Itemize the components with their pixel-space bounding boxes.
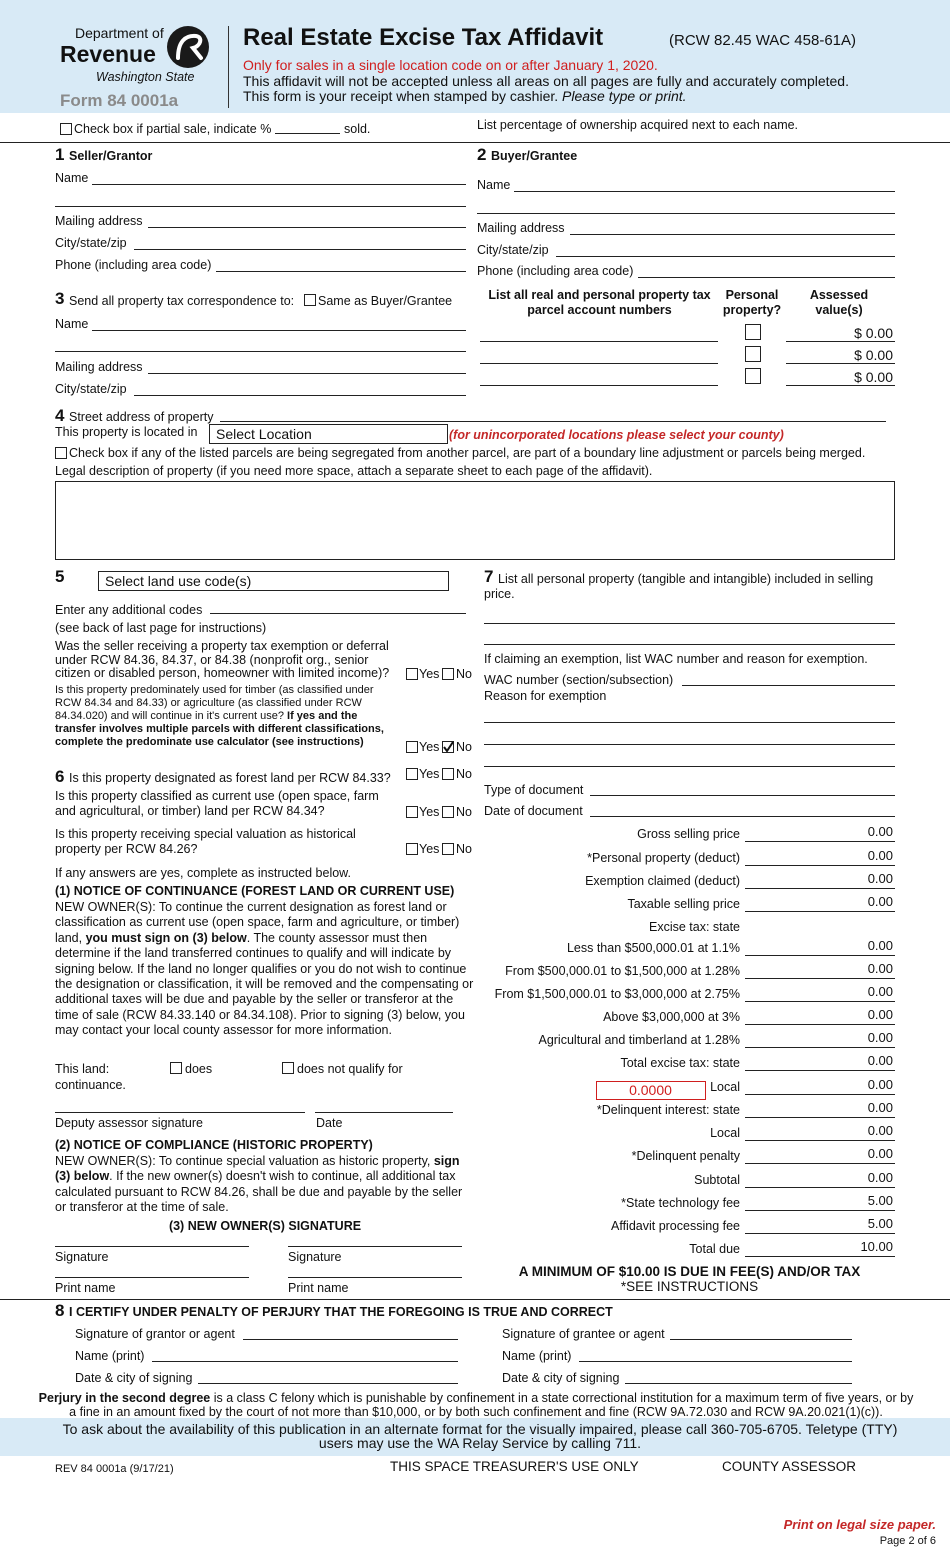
correspondence-city-input[interactable] (134, 395, 466, 396)
deputy-date-input[interactable] (315, 1112, 453, 1113)
wac-label: WAC number (section/subsection) (484, 673, 674, 687)
notice-red: Only for sales in a single location code on or after January 1, 2020. (243, 57, 658, 73)
grantee-name-input[interactable] (579, 1361, 852, 1362)
minimum-due-note: A MINIMUM OF $10.00 IS DUE IN FEE(S) AND/OR TAX (518, 1264, 861, 1279)
wac-input[interactable] (682, 685, 895, 686)
tax-row-input[interactable] (745, 1233, 895, 1234)
dor-logo-icon (165, 24, 211, 75)
assessed-input-2[interactable] (786, 363, 895, 364)
forest-yes-label: Yes (419, 767, 440, 781)
tax-row-value: 5.00 (867, 1193, 893, 1208)
parcel-input-3[interactable] (480, 385, 718, 386)
seller-phone-input[interactable] (216, 271, 466, 272)
buyer-phone-label: Phone (including area code) (477, 264, 634, 278)
timber-no-checkbox[interactable] (442, 741, 454, 753)
section-4-number: 4 (55, 406, 65, 425)
deputy-signature-input[interactable] (55, 1112, 305, 1113)
partial-percent-input[interactable] (275, 118, 340, 134)
exemption-no-label: No (456, 667, 472, 681)
current-use-no-label: No (456, 805, 472, 819)
exemption-note: If claiming an exemption, list WAC number and reason for exemption. (484, 652, 868, 666)
tax-row-label: From $1,500,000.01 to $3,000,000 at 2.75% (494, 987, 740, 1001)
correspondence-city-label: City/state/zip (55, 382, 127, 396)
additional-codes-input[interactable] (210, 613, 466, 614)
form-number: Form 84 0001a (60, 91, 179, 110)
assessed-value-3: $ 0.00 (854, 369, 893, 385)
location-select[interactable]: Select Location (209, 424, 448, 444)
print-name-label-1: Print name (55, 1281, 116, 1295)
tax-row-value: 0.00 (867, 1077, 893, 1092)
forest-yes-checkbox[interactable] (406, 768, 418, 780)
ownership-note: List percentage of ownership acquired next to each name. (477, 118, 799, 132)
notice-continuance-title: (1) NOTICE OF CONTINUANCE (FOREST LAND OR CURRENT USE) (55, 884, 455, 898)
tax-row-value: 0.00 (867, 848, 893, 863)
partial-sale-label: Check box if partial sale, indicate % (74, 122, 272, 136)
dept-line3: Washington State (96, 70, 195, 84)
tax-row-value: 0.00 (867, 938, 893, 953)
print-name-label-2: Print name (288, 1281, 349, 1295)
tax-row-input[interactable] (745, 865, 895, 866)
grantor-date-label: Date & city of signing (75, 1371, 193, 1385)
dept-line2: Revenue (60, 41, 156, 67)
legal-description-input[interactable] (55, 481, 895, 560)
tax-row-input[interactable] (745, 1070, 895, 1071)
section-2-number: 2 (477, 145, 487, 164)
forest-question: Is this property designated as forest land per RCW 84.33? (69, 771, 391, 785)
tax-row-value: 0.00 (867, 984, 893, 999)
reason-label: Reason for exemption (484, 689, 607, 703)
header-divider (228, 26, 229, 108)
date-document-input[interactable] (590, 816, 895, 817)
tax-row-value: 0.00 (867, 1146, 893, 1161)
seller-city-label: City/state/zip (55, 236, 127, 250)
type-document-label: Type of document (484, 783, 584, 797)
tax-row-label: Excise tax: state (648, 920, 740, 934)
assessed-value-1: $ 0.00 (854, 325, 893, 341)
tax-row-value: 0.00 (867, 1170, 893, 1185)
buyer-phone-input[interactable] (638, 277, 895, 278)
grantee-date-label: Date & city of signing (502, 1371, 620, 1385)
exemption-yes-label: Yes (419, 667, 440, 681)
notice-compliance-text: NEW OWNER(S): To continue special valuation as historic property, sign (3) below. If the new owner(s) doesn't wish to continue, all additional tax calculated pursuant to RCW 84.26, shall be due and payable by the seller or transferor at the time of sale. (55, 1154, 463, 1215)
tax-row-label: Taxable selling price (627, 897, 740, 911)
dept-line1: Department of (75, 25, 164, 41)
personal-property-checkbox-2[interactable] (745, 346, 761, 362)
section-3-number: 3 (55, 289, 65, 308)
alt-format-note: To ask about the availability of this publication in an alternate format for the visually impaired, please call 360-705-6705. Teletype (TTY) users may use the WA Relay Service by calling 711. (62, 1421, 898, 1451)
correspondence-name-label: Name (55, 317, 89, 331)
tax-row-label: Less than $500,000.01 at 1.1% (566, 941, 740, 955)
tax-row-label: *State technology fee (621, 1196, 740, 1210)
seller-phone-label: Phone (including area code) (55, 258, 212, 272)
type-document-input[interactable] (590, 795, 895, 796)
timber-yes-checkbox[interactable] (406, 741, 418, 753)
tax-row-input[interactable] (745, 1001, 895, 1002)
see-back-note: (see back of last page for instructions) (55, 621, 267, 635)
located-in-label: This property is located in (55, 425, 198, 439)
new-owner-signature-title: (3) NEW OWNER(S) SIGNATURE (168, 1219, 362, 1233)
tax-row-input[interactable] (745, 1163, 895, 1164)
tax-row-value: 0.00 (867, 824, 893, 839)
personal-property-col-header: Personal property? (722, 288, 782, 317)
tax-row-label: Total due (689, 1242, 740, 1256)
tax-row-input[interactable] (745, 841, 895, 842)
grantee-date-input[interactable] (625, 1383, 852, 1384)
parcel-input-1[interactable] (480, 341, 718, 342)
grantor-signature-label: Signature of grantor or agent (75, 1327, 235, 1341)
tax-row-value: 0.00 (867, 1053, 893, 1068)
current-use-yes-label: Yes (419, 805, 440, 819)
partial-sold-label: sold. (344, 122, 371, 136)
current-use-question: Is this property classified as current use (open space, farm and agricultural, or timber) land per RCW 84.34? (55, 789, 379, 818)
new-owner-signature-input-1[interactable] (55, 1246, 249, 1247)
section-1-title: Seller/Grantor (69, 149, 153, 163)
historic-no-checkbox[interactable] (442, 843, 454, 855)
parcel-input-2[interactable] (480, 363, 718, 364)
tax-row-input[interactable] (745, 1047, 895, 1048)
tax-row-label: *Delinquent interest: state (596, 1103, 740, 1117)
land-use-select[interactable]: Select land use code(s) (98, 571, 449, 591)
tax-row-value: 5.00 (867, 1216, 893, 1231)
tax-row-input[interactable] (745, 888, 895, 889)
reason-input-3[interactable] (484, 766, 895, 767)
personal-property-checkbox-3[interactable] (745, 368, 761, 384)
seller-city-input[interactable] (134, 249, 466, 250)
current-use-no-checkbox[interactable] (442, 806, 454, 818)
tax-row-value: 0.00 (867, 1030, 893, 1045)
section-7-number: 7 (484, 567, 494, 586)
seller-name-input[interactable] (92, 184, 466, 185)
exemption-yes-checkbox[interactable] (406, 668, 418, 680)
seller-mailing-label: Mailing address (55, 214, 143, 228)
tax-row-label: Agricultural and timberland at 1.28% (538, 1033, 740, 1047)
new-owner-signature-input-2[interactable] (288, 1246, 462, 1247)
does-not-qualify-checkbox[interactable] (282, 1062, 294, 1074)
page-title: Real Estate Excise Tax Affidavit (243, 24, 604, 51)
tax-row-input[interactable] (745, 1256, 895, 1257)
deputy-signature-label: Deputy assessor signature (55, 1116, 203, 1130)
grantee-signature-input[interactable] (670, 1339, 852, 1340)
does-qualify-label: does (185, 1062, 213, 1076)
print-name-input-1[interactable] (55, 1277, 249, 1278)
grantor-date-input[interactable] (198, 1383, 458, 1384)
seller-name-input-2[interactable] (55, 206, 466, 207)
reason-input-2[interactable] (484, 744, 895, 745)
tax-row-label: From $500,000.01 to $1,500,000 at 1.28% (505, 964, 740, 978)
tax-row-input[interactable] (745, 1210, 895, 1211)
tax-row-label: Exemption claimed (deduct) (585, 874, 740, 888)
section-6-number: 6 (55, 767, 65, 786)
correspondence-name-input[interactable] (92, 330, 466, 331)
section-3-title: Send all property tax correspondence to: (69, 294, 295, 308)
tax-row-input[interactable] (745, 1094, 895, 1095)
signature-label-1: Signature (55, 1250, 109, 1264)
tax-row-label: Affidavit processing fee (610, 1219, 740, 1233)
parcel-col-header: List all real and personal property tax parcel account numbers (488, 288, 711, 317)
if-yes-note: If any answers are yes, complete as instructed below. (55, 866, 351, 880)
historic-no-label: No (456, 842, 472, 856)
buyer-city-label: City/state/zip (477, 243, 549, 257)
notice-line1: This affidavit will not be accepted unless all areas on all pages are fully and accurately completed. (243, 73, 849, 89)
assessed-value-2: $ 0.00 (854, 347, 893, 363)
tax-row-label: Subtotal (694, 1173, 740, 1187)
tax-row-value: 0.00 (867, 1100, 893, 1115)
historic-yes-checkbox[interactable] (406, 843, 418, 855)
same-as-buyer-label: Same as Buyer/Grantee (318, 294, 453, 308)
tax-row-value: 0.00 (867, 961, 893, 976)
print-name-input-2[interactable] (288, 1277, 462, 1278)
segregated-checkbox[interactable] (55, 447, 67, 459)
does-qualify-checkbox[interactable] (170, 1062, 182, 1074)
reason-input-1[interactable] (484, 722, 895, 723)
certify-title: I CERTIFY UNDER PENALTY OF PERJURY THAT THE FOREGOING IS TRUE AND CORRECT (69, 1305, 613, 1319)
legal-description-label: Legal description of property (if you need more space, attach a separate sheet to each page of the affidavit). (55, 464, 653, 478)
check-mark-icon (443, 742, 453, 752)
section-5-number: 5 (55, 567, 65, 586)
seller-mailing-input[interactable] (148, 227, 466, 228)
personal-property-title: List all personal property (tangible and intangible) included in selling price. (484, 572, 874, 601)
local-rate-value: 0.0000 (629, 1082, 672, 1098)
see-instructions-note: *SEE INSTRUCTIONS (620, 1279, 759, 1294)
section-8-divider (0, 1299, 950, 1300)
grantor-name-label: Name (print) (75, 1349, 145, 1363)
historic-yes-label: Yes (419, 842, 440, 856)
tax-row-input[interactable] (745, 911, 895, 912)
correspondence-mailing-label: Mailing address (55, 360, 143, 374)
tax-row-value: 0.00 (867, 871, 893, 886)
partial-sale-checkbox[interactable] (60, 123, 72, 135)
notice-compliance-title: (2) NOTICE OF COMPLIANCE (HISTORIC PROPERTY) (55, 1138, 373, 1152)
date-document-label: Date of document (484, 804, 583, 818)
buyer-name-input-2[interactable] (477, 213, 895, 214)
does-not-qualify-label: does not qualify for (297, 1062, 403, 1076)
personal-property-checkbox-1[interactable] (745, 324, 761, 340)
tax-row-input[interactable] (745, 978, 895, 979)
legal-paper-note: Print on legal size paper. (783, 1517, 936, 1532)
tax-row-input[interactable] (745, 1140, 895, 1141)
buyer-mailing-input[interactable] (570, 234, 895, 235)
same-as-buyer-checkbox[interactable] (304, 294, 316, 306)
street-address-label: Street address of property (69, 410, 214, 424)
timber-yes-label: Yes (419, 740, 440, 754)
perjury-note: Perjury in the second degree is a class C felony which is punishable by confinement in a state correctional institution for a maximum term of five years, or by a fine in an amount fixed by the court of not more than $10,000, or by both such confinement and fine (RCW 9A.72.030 and RCW 9A.20.021(1)(c)). (38, 1391, 914, 1419)
personal-property-input-2[interactable] (484, 644, 895, 645)
signature-label-2: Signature (288, 1250, 342, 1264)
treasurer-use-label: THIS SPACE TREASURER'S USE ONLY (390, 1459, 639, 1474)
continuance-label: continuance. (55, 1078, 126, 1092)
tax-row-label: *Personal property (deduct) (587, 851, 740, 865)
exemption-question: Was the seller receiving a property tax exemption or deferral under RCW 84.36, 84.37, or 84.38 (nonprofit org., senior citizen or disabled person, homeowner with limited income)? (55, 639, 390, 680)
rev-number: REV 84 0001a (9/17/21) (55, 1463, 174, 1475)
current-use-yes-checkbox[interactable] (406, 806, 418, 818)
exemption-no-checkbox[interactable] (442, 668, 454, 680)
correspondence-mailing-input[interactable] (148, 373, 466, 374)
segregated-label: Check box if any of the listed parcels are being segregated from another parcel, are part of a boundary line adjustment or parcels being merged. (69, 446, 866, 460)
buyer-city-input[interactable] (556, 256, 895, 257)
county-assessor-label: COUNTY ASSESSOR (722, 1459, 857, 1474)
timber-question: Is this property predominately used for timber (as classified under RCW 84.34 and 84.33) or agriculture (as classified under RCW 84.34.020) and will continue in it's current use? If yes and the transfer involves multiple parcels with different classifications, complete the predominate use calculator (see instructions) (55, 684, 384, 748)
section-divider (0, 142, 950, 143)
tax-row-input[interactable] (745, 1187, 895, 1188)
section-8-number: 8 (55, 1301, 65, 1320)
personal-property-input-1[interactable] (484, 623, 895, 624)
forest-no-checkbox[interactable] (442, 768, 454, 780)
street-address-input[interactable] (220, 421, 886, 422)
assessed-input-1[interactable] (786, 341, 895, 342)
seller-name-label: Name (55, 171, 89, 185)
grantee-name-label: Name (print) (502, 1349, 572, 1363)
correspondence-name-input-2[interactable] (55, 351, 466, 352)
section-1-number: 1 (55, 145, 65, 164)
page-number: Page 2 of 6 (879, 1535, 936, 1547)
notice-line2: This form is your receipt when stamped by cashier. Please type or print. (243, 88, 687, 104)
tax-row-label: Gross selling price (637, 827, 740, 841)
buyer-name-input[interactable] (514, 191, 895, 192)
tax-row-label: Local (710, 1080, 740, 1094)
tax-row-label: Total excise tax: state (620, 1056, 740, 1070)
tax-row-value: 0.00 (867, 894, 893, 909)
tax-row-label: Above $3,000,000 at 3% (603, 1010, 740, 1024)
tax-row-label: *Delinquent penalty (631, 1149, 740, 1163)
tax-row-value: 10.00 (860, 1239, 893, 1254)
timber-no-label: No (456, 740, 472, 754)
deputy-date-label: Date (316, 1116, 343, 1130)
notice-continuance-text: NEW OWNER(S): To continue the current designation as forest land or classification as current use (open space, farm and agriculture, or timber) land, you must sign on (3) below. The county assessor must then determine if the land transferred continues to qualify and will indicate by signing below. If the land no longer qualifies or you do not wish to continue the designation or classification, it will be removed and the compensating or additional taxes will be due and payable by the seller or transferor at the time of sale (RCW 84.33.140 or 84.34.108). Prior to signing (3) below, you may contact your local county assessor for more information. (55, 900, 474, 1038)
tax-row-value: 0.00 (867, 1123, 893, 1138)
grantee-signature-label: Signature of grantee or agent (502, 1327, 665, 1341)
assessed-input-3[interactable] (786, 385, 895, 386)
tax-row-input[interactable] (745, 955, 895, 956)
assessed-value-col-header: Assessed value(s) (809, 288, 869, 317)
buyer-name-label: Name (477, 178, 511, 192)
tax-row-label: Local (710, 1126, 740, 1140)
grantor-signature-input[interactable] (243, 1339, 458, 1340)
tax-row-input[interactable] (745, 1024, 895, 1025)
buyer-mailing-label: Mailing address (477, 221, 565, 235)
grantor-name-input[interactable] (152, 1361, 458, 1362)
tax-row-value: 0.00 (867, 1007, 893, 1022)
local-rate-input[interactable] (596, 1081, 706, 1100)
historic-question: Is this property receiving special valuation as historical property per RCW 84.26? (55, 827, 356, 856)
additional-codes-label: Enter any additional codes (55, 603, 203, 617)
forest-no-label: No (456, 767, 472, 781)
rcw-reference: (RCW 82.45 WAC 458-61A) (669, 32, 857, 49)
unincorporated-note: (for unincorporated locations please select your county) (449, 428, 784, 442)
tax-row-input[interactable] (745, 1117, 895, 1118)
this-land-label: This land: (55, 1062, 110, 1076)
section-2-title: Buyer/Grantee (491, 149, 578, 163)
